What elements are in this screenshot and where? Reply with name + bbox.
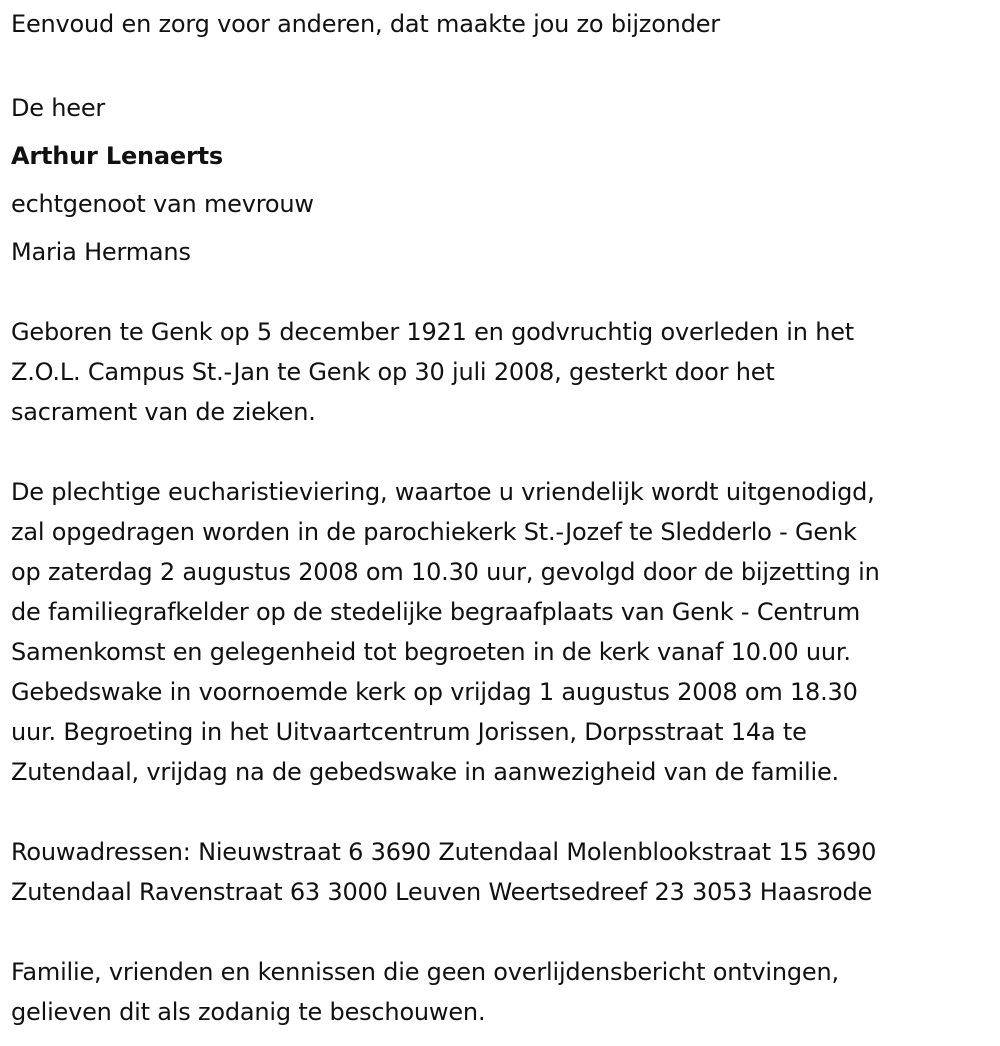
paragraph-line: de familiegrafkelder op de stedelijke begraafplaats van Genk - Centrum — [11, 598, 861, 626]
salutation: De heer — [11, 94, 106, 122]
paragraph-line: Zutendaal Ravenstraat 63 3000 Leuven Weertsedreef 23 3053 Haasrode — [11, 878, 873, 906]
paragraph-line: gelieven dit als zodanig te beschouwen. — [11, 998, 486, 1026]
paragraph-line: Familie, vrienden en kennissen die geen overlijdensbericht ontvingen, — [11, 958, 839, 986]
paragraph-line: Zutendaal, vrijdag na de gebedswake in aanwezigheid van de familie. — [11, 758, 839, 786]
paragraph-line: uur. Begroeting in het Uitvaartcentrum Jorissen, Dorpsstraat 14a te — [11, 718, 807, 746]
spacer — [11, 276, 993, 312]
spacer — [11, 912, 993, 952]
motto: Eenvoud en zorg voor anderen, dat maakte jou zo bijzonder — [11, 10, 720, 38]
closing-paragraph — [11, 952, 993, 1032]
addresses-paragraph — [11, 832, 993, 912]
deceased-name: Arthur Lenaerts — [11, 142, 223, 170]
paragraph-line: Geboren te Genk op 5 december 1921 en godvruchtig overleden in het — [11, 318, 854, 346]
spacer — [11, 792, 993, 832]
paragraph-line: De plechtige eucharistieviering, waartoe u vriendelijk wordt uitgenodigd, — [11, 478, 875, 506]
death-notice — [11, 0, 993, 1032]
paragraph-line: Rouwadressen: Nieuwstraat 6 3690 Zutendaal Molenblookstraat 15 3690 — [11, 838, 877, 866]
relation-text: echtgenoot van mevrouw — [11, 190, 314, 218]
birth-death-paragraph — [11, 312, 993, 432]
paragraph-line: Gebedswake in voornoemde kerk op vrijdag 1 augustus 2008 om 18.30 — [11, 678, 858, 706]
paragraph-line: zal opgedragen worden in de parochiekerk St.-Jozef te Sledderlo - Genk — [11, 518, 857, 546]
ceremony-paragraph — [11, 472, 993, 792]
spouse-name: Maria Hermans — [11, 238, 191, 266]
spacer — [11, 44, 993, 84]
spacer — [11, 432, 993, 472]
paragraph-line: Z.O.L. Campus St.-Jan te Genk op 30 juli 2008, gesterkt door het — [11, 358, 775, 386]
paragraph-line: Samenkomst en gelegenheid tot begroeten in de kerk vanaf 10.00 uur. — [11, 638, 851, 666]
paragraph-line: op zaterdag 2 augustus 2008 om 10.30 uur, gevolgd door de bijzetting in — [11, 558, 880, 586]
paragraph-line: sacrament van de zieken. — [11, 398, 316, 426]
